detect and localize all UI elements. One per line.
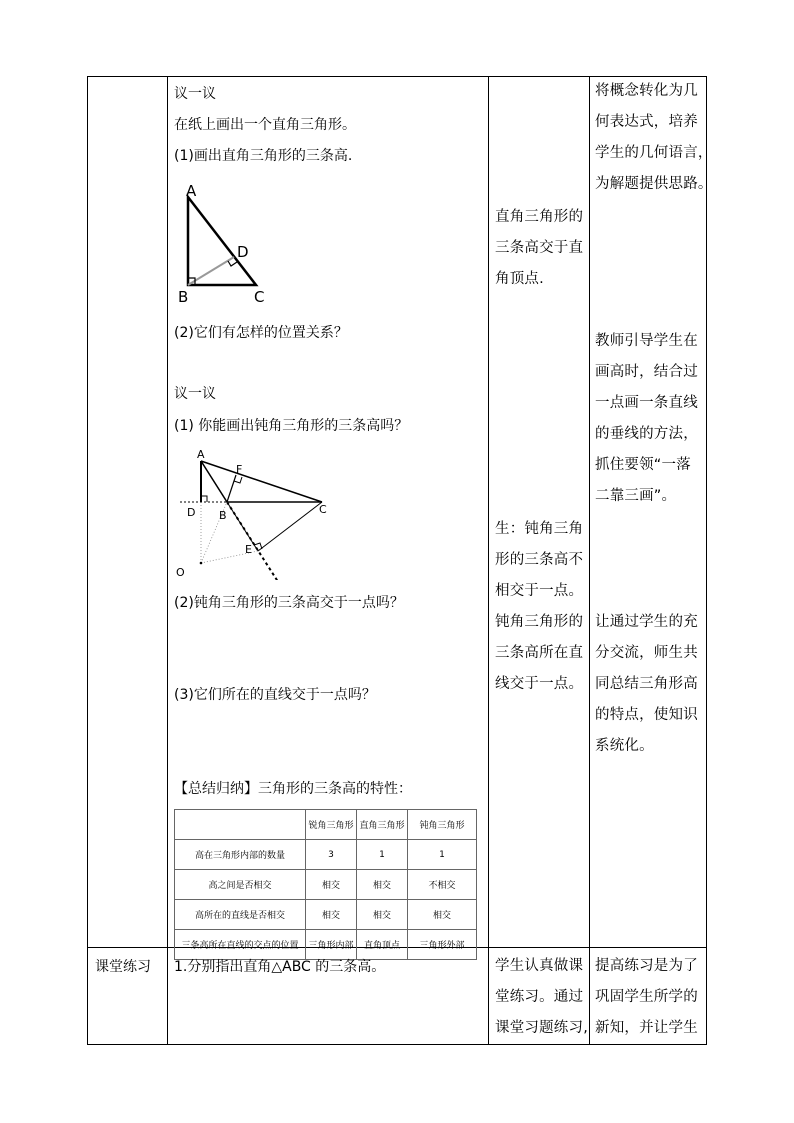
intent-text-line: 系统化。 xyxy=(595,738,654,754)
figure2-label-a: A xyxy=(197,448,205,461)
table-cell: 三条高所在直线的交点的位置 xyxy=(175,930,306,960)
intent-text-line: 学生的几何语言， xyxy=(595,145,713,161)
intent-text-line: 将概念转化为几 xyxy=(595,83,698,99)
summary-heading: 【总结归纳】三角形的三条高的特性： xyxy=(174,781,412,797)
intent-text-line: 一点画一条直线 xyxy=(595,395,698,411)
table-col-divider-1 xyxy=(167,76,168,1045)
discuss2-question-1: (1) 你能画出钝角三角形的三条高吗？ xyxy=(174,418,409,434)
intent-text-line: 抓住要领“一落 xyxy=(595,457,691,473)
table-cell: 相交 xyxy=(306,870,357,900)
table-cell: 1 xyxy=(408,840,477,870)
student-activity-block-2 xyxy=(495,514,583,700)
intent-text-line: 巩固学生所学的 xyxy=(595,989,698,1005)
table-cell: 直角顶点 xyxy=(357,930,408,960)
table-cell: 高在三角形内部的数量 xyxy=(175,840,306,870)
intent-text-line: 分交流，师生共 xyxy=(595,645,698,661)
discuss2-heading: 议一议 xyxy=(174,386,216,402)
table-border-left xyxy=(87,76,88,1045)
table-cell: 不相交 xyxy=(408,870,477,900)
figure2-label-b: B xyxy=(219,509,227,522)
student-text-line: 课堂习题练习, xyxy=(495,1020,589,1036)
intent-text-line: 同总结三角形高 xyxy=(595,676,698,692)
table-cell: 三角形外部 xyxy=(408,930,477,960)
table-cell: 高之间是否相交 xyxy=(175,870,306,900)
table-col-divider-3 xyxy=(589,76,590,1045)
student-text-line: 三条高交于直 xyxy=(495,240,584,256)
student-text-line: 角顶点. xyxy=(495,271,544,287)
table-border-right xyxy=(706,76,707,1045)
intent-text-line: 让通过学生的充 xyxy=(595,614,698,630)
figure2-label-d: D xyxy=(187,506,196,519)
figure2-label-o: O xyxy=(176,566,185,579)
student-text-line: 生：钝角三角 xyxy=(495,521,584,537)
table-cell: 相交 xyxy=(357,900,408,930)
table-row xyxy=(175,870,477,900)
intent-text-line: 教师引导学生在 xyxy=(595,333,698,349)
discuss1-question-2: (2)它们有怎样的位置关系？ xyxy=(174,325,348,341)
altitude-properties-table xyxy=(174,809,477,960)
student-text-line: 形的三条高不 xyxy=(495,552,584,568)
right-triangle-figure xyxy=(170,175,280,305)
intent-text-line: 何表达式，培养 xyxy=(595,114,698,130)
figure2-label-c: C xyxy=(319,503,327,516)
table-cell: 相交 xyxy=(357,870,408,900)
table-header-cell: 钝角三角形 xyxy=(408,810,477,840)
intent-text-line: 画高时，结合过 xyxy=(595,364,698,380)
intent-text-line: 提高练习是为了 xyxy=(595,958,698,974)
practice-exercise-1: 1.分别指出直角△ABC 的三条高。 xyxy=(174,959,386,975)
student-text-line: 学生认真做课 xyxy=(495,958,584,974)
table-cell: 相交 xyxy=(408,900,477,930)
student-activity-block-1 xyxy=(495,202,583,295)
table-row xyxy=(175,900,477,930)
practice-student-activity xyxy=(495,951,588,1044)
student-text-line: 三条高所在直 xyxy=(495,645,584,661)
student-text-line: 钝角三角形的 xyxy=(495,614,584,630)
student-text-line: 相交于一点。 xyxy=(495,583,584,599)
discuss2-question-3: (3)它们所在的直线交于一点吗？ xyxy=(174,687,376,703)
intent-text-line: 的垂线的方法， xyxy=(595,426,698,442)
table-header-cell: 锐角三角形 xyxy=(306,810,357,840)
discuss1-intro: 在纸上画出一个直角三角形。 xyxy=(174,117,356,133)
discuss1-heading: 议一议 xyxy=(174,86,216,102)
table-cell: 相交 xyxy=(306,900,357,930)
table-col-divider-2 xyxy=(488,76,489,1045)
table-header-row xyxy=(175,810,477,840)
table-header-cell: 直角三角形 xyxy=(357,810,408,840)
student-text-line: 堂练习。通过 xyxy=(495,989,584,1005)
table-cell: 高所在的直线是否相交 xyxy=(175,900,306,930)
intent-block-1 xyxy=(595,76,713,200)
intent-block-3 xyxy=(595,607,698,762)
table-row xyxy=(175,840,477,870)
table-header-cell xyxy=(175,810,306,840)
intent-text-line: 为解题提供思路。 xyxy=(595,176,713,192)
discuss2-question-2: (2)钝角三角形的三条高交于一点吗？ xyxy=(174,595,404,611)
intent-text-line: 二靠三画”。 xyxy=(595,488,677,504)
intent-block-2 xyxy=(595,326,698,512)
figure1-label-a: A xyxy=(186,182,197,200)
table-cell: 1 xyxy=(357,840,408,870)
table-cell: 3 xyxy=(306,840,357,870)
figure2-label-f: F xyxy=(236,463,243,476)
table-row xyxy=(175,930,477,960)
figure2-label-e: E xyxy=(245,543,252,556)
practice-row-label: 课堂练习 xyxy=(95,959,151,975)
intent-text-line: 新知，并让学生 xyxy=(595,1020,698,1036)
obtuse-triangle-figure xyxy=(172,445,342,580)
student-text-line: 直角三角形的 xyxy=(495,209,584,225)
table-border-bottom xyxy=(87,1044,707,1045)
discuss1-question-1: (1)画出直角三角形的三条高. xyxy=(174,148,353,164)
table-cell: 三角形内部 xyxy=(306,930,357,960)
figure1-label-b: B xyxy=(178,288,189,305)
practice-intent xyxy=(595,951,698,1044)
intent-text-line: 的特点，使知识 xyxy=(595,707,698,723)
figure1-label-d: D xyxy=(237,243,249,261)
figure1-label-c: C xyxy=(254,288,265,305)
student-text-line: 线交于一点。 xyxy=(495,676,584,692)
